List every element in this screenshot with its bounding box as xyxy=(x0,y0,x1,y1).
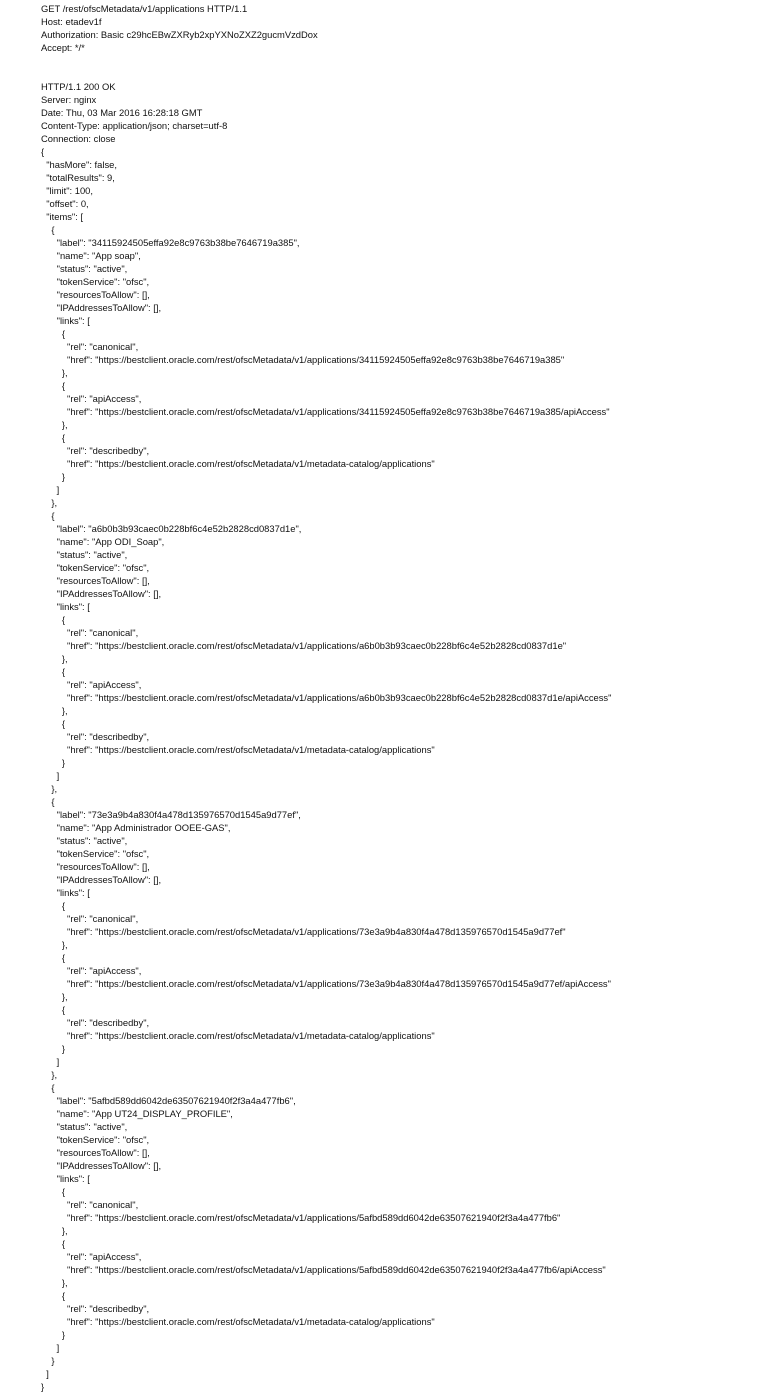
transcript-line: "label": "73e3a9b4a830f4a478d135976570d1545a9d77ef", xyxy=(41,809,301,820)
transcript-line: "href": "https://bestclient.oracle.com/rest/ofscMetadata/v1/applications/73e3a9b4a830f4a478d135976570d1545a9d77ef/apiAccess" xyxy=(41,978,611,989)
http-transcript xyxy=(41,2,611,1393)
transcript-line: "label": "a6b0b3b93caec0b228bf6c4e52b2828cd0837d1e", xyxy=(41,523,302,534)
transcript-line: }, xyxy=(41,783,58,794)
transcript-line: }, xyxy=(41,991,68,1002)
transcript-line: "IPAddressesToAllow": [], xyxy=(41,302,162,313)
transcript-line: Accept: */* xyxy=(41,42,85,53)
transcript-line: "resourcesToAllow": [], xyxy=(41,289,150,300)
transcript-line: "name": "App soap", xyxy=(41,250,141,261)
transcript-line: } xyxy=(41,1355,55,1366)
transcript-line: ] xyxy=(41,770,60,781)
transcript-line: "href": "https://bestclient.oracle.com/rest/ofscMetadata/v1/applications/34115924505effa92e8c9763b38be7646719a385" xyxy=(41,354,565,365)
transcript-line: "rel": "apiAccess", xyxy=(41,965,142,976)
transcript-line: { xyxy=(41,224,55,235)
transcript-line: "status": "active", xyxy=(41,263,128,274)
transcript-line: }, xyxy=(41,1225,68,1236)
transcript-line: "name": "App Administrador OOEE-GAS", xyxy=(41,822,231,833)
transcript-line: Host: etadev1f xyxy=(41,16,102,27)
transcript-line: "offset": 0, xyxy=(41,198,89,209)
transcript-line: "href": "https://bestclient.oracle.com/rest/ofscMetadata/v1/applications/a6b0b3b93caec0b228bf6c4e52b2828cd0837d1e" xyxy=(41,640,567,651)
transcript-line: } xyxy=(41,1381,45,1392)
transcript-line: }, xyxy=(41,705,68,716)
transcript-line: }, xyxy=(41,419,68,430)
transcript-line: "rel": "describedby", xyxy=(41,731,150,742)
transcript-line: "href": "https://bestclient.oracle.com/rest/ofscMetadata/v1/applications/5afbd589dd6042de63507621940f2f3a4a477fb6/apiAccess" xyxy=(41,1264,606,1275)
transcript-line: } xyxy=(41,1043,65,1054)
transcript-line xyxy=(41,67,611,80)
transcript-line: { xyxy=(41,900,65,911)
transcript-line: "status": "active", xyxy=(41,1121,128,1132)
transcript-line: { xyxy=(41,1186,65,1197)
transcript-line: { xyxy=(41,1238,65,1249)
transcript-line: ] xyxy=(41,1342,60,1353)
transcript-line: "links": [ xyxy=(41,887,90,898)
transcript-line: { xyxy=(41,1004,65,1015)
transcript-line: "href": "https://bestclient.oracle.com/rest/ofscMetadata/v1/metadata-catalog/applications" xyxy=(41,1030,435,1041)
transcript-line: { xyxy=(41,1290,65,1301)
transcript-line: }, xyxy=(41,939,68,950)
transcript-line: "links": [ xyxy=(41,1173,90,1184)
transcript-line: "status": "active", xyxy=(41,549,128,560)
transcript-line: { xyxy=(41,614,65,625)
transcript-line: Server: nginx xyxy=(41,94,97,105)
transcript-line: "href": "https://bestclient.oracle.com/rest/ofscMetadata/v1/metadata-catalog/applications" xyxy=(41,458,435,469)
transcript-line: "hasMore": false, xyxy=(41,159,117,170)
transcript-line: "rel": "canonical", xyxy=(41,913,139,924)
transcript-line: "name": "App UT24_DISPLAY_PROFILE", xyxy=(41,1108,233,1119)
transcript-line: "links": [ xyxy=(41,315,90,326)
transcript-line: "items": [ xyxy=(41,211,84,222)
transcript-line xyxy=(41,54,611,67)
transcript-line: } xyxy=(41,1329,65,1340)
transcript-line: "name": "App ODI_Soap", xyxy=(41,536,165,547)
transcript-line: "rel": "describedby", xyxy=(41,1017,150,1028)
transcript-line: Date: Thu, 03 Mar 2016 16:28:18 GMT xyxy=(41,107,203,118)
transcript-line: "tokenService": "ofsc", xyxy=(41,276,150,287)
transcript-line: ] xyxy=(41,1368,49,1379)
transcript-line: }, xyxy=(41,367,68,378)
transcript-line: "tokenService": "ofsc", xyxy=(41,848,150,859)
transcript-line: "rel": "canonical", xyxy=(41,1199,139,1210)
transcript-line: HTTP/1.1 200 OK xyxy=(41,81,116,92)
transcript-line: "rel": "describedby", xyxy=(41,1303,150,1314)
transcript-line: { xyxy=(41,952,65,963)
transcript-line: "rel": "apiAccess", xyxy=(41,1251,142,1262)
transcript-line: "href": "https://bestclient.oracle.com/rest/ofscMetadata/v1/metadata-catalog/applications" xyxy=(41,744,435,755)
transcript-line: "rel": "describedby", xyxy=(41,445,150,456)
transcript-line: { xyxy=(41,718,65,729)
transcript-line: { xyxy=(41,796,55,807)
transcript-line: }, xyxy=(41,497,58,508)
transcript-line: "href": "https://bestclient.oracle.com/rest/ofscMetadata/v1/applications/a6b0b3b93caec0b228bf6c4e52b2828cd0837d1e/apiAccess" xyxy=(41,692,612,703)
transcript-line: "href": "https://bestclient.oracle.com/rest/ofscMetadata/v1/metadata-catalog/applications" xyxy=(41,1316,435,1327)
transcript-line: "status": "active", xyxy=(41,835,128,846)
transcript-line: { xyxy=(41,146,45,157)
transcript-line: Content-Type: application/json; charset=utf-8 xyxy=(41,120,228,131)
transcript-line: GET /rest/ofscMetadata/v1/applications HTTP/1.1 xyxy=(41,3,248,14)
transcript-line: "tokenService": "ofsc", xyxy=(41,1134,150,1145)
transcript-line: "resourcesToAllow": [], xyxy=(41,861,150,872)
transcript-line: "resourcesToAllow": [], xyxy=(41,1147,150,1158)
transcript-line: "rel": "apiAccess", xyxy=(41,679,142,690)
transcript-line: { xyxy=(41,1082,55,1093)
transcript-line: "resourcesToAllow": [], xyxy=(41,575,150,586)
transcript-line: "IPAddressesToAllow": [], xyxy=(41,874,162,885)
transcript-line: "totalResults": 9, xyxy=(41,172,115,183)
transcript-line: "href": "https://bestclient.oracle.com/rest/ofscMetadata/v1/applications/73e3a9b4a830f4a478d135976570d1545a9d77ef" xyxy=(41,926,566,937)
transcript-line: }, xyxy=(41,1277,68,1288)
transcript-line: "tokenService": "ofsc", xyxy=(41,562,150,573)
transcript-line: } xyxy=(41,757,65,768)
transcript-line: }, xyxy=(41,1069,58,1080)
transcript-line: "IPAddressesToAllow": [], xyxy=(41,588,162,599)
transcript-line: ] xyxy=(41,1056,60,1067)
transcript-line: "links": [ xyxy=(41,601,90,612)
transcript-line: "rel": "canonical", xyxy=(41,627,139,638)
transcript-line: { xyxy=(41,380,65,391)
transcript-line: { xyxy=(41,510,55,521)
transcript-line: "href": "https://bestclient.oracle.com/rest/ofscMetadata/v1/applications/5afbd589dd6042de63507621940f2f3a4a477fb6" xyxy=(41,1212,561,1223)
transcript-line: { xyxy=(41,432,65,443)
transcript-line: Authorization: Basic c29hcEBwZXRyb2xpYXNoZXZ2gucmVzdDox xyxy=(41,29,318,40)
transcript-line: } xyxy=(41,471,65,482)
transcript-line: ] xyxy=(41,484,60,495)
transcript-line: }, xyxy=(41,653,68,664)
transcript-line: { xyxy=(41,666,65,677)
transcript-line: "rel": "apiAccess", xyxy=(41,393,142,404)
transcript-line: "IPAddressesToAllow": [], xyxy=(41,1160,162,1171)
transcript-line: { xyxy=(41,328,65,339)
transcript-line: "label": "34115924505effa92e8c9763b38be7646719a385", xyxy=(41,237,300,248)
transcript-line: "rel": "canonical", xyxy=(41,341,139,352)
transcript-line: "limit": 100, xyxy=(41,185,93,196)
transcript-line: "label": "5afbd589dd6042de63507621940f2f3a4a477fb6", xyxy=(41,1095,296,1106)
transcript-line: Connection: close xyxy=(41,133,116,144)
transcript-line: "href": "https://bestclient.oracle.com/rest/ofscMetadata/v1/applications/34115924505effa92e8c9763b38be7646719a385/apiAccess" xyxy=(41,406,610,417)
